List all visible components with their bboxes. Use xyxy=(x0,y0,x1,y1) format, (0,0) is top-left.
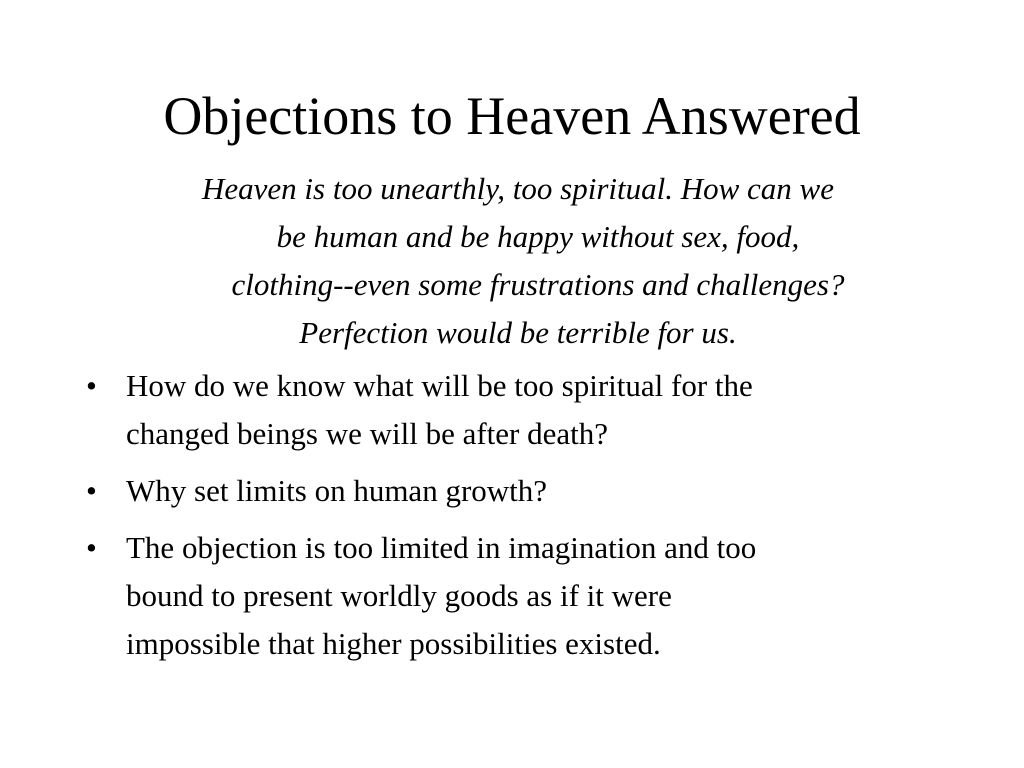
answer-line: The objection is too limited in imagination and too xyxy=(126,530,757,565)
list-item xyxy=(86,467,956,515)
bullet-icon: • xyxy=(86,530,97,565)
list-item xyxy=(86,362,956,458)
answer-line: changed beings we will be after death? xyxy=(126,416,609,451)
objection-line: be human and be happy without sex, food, xyxy=(276,219,800,254)
bullet-icon: • xyxy=(86,473,97,508)
answer-line: impossible that higher possibilities existed. xyxy=(126,626,661,661)
objection-line: clothing--even some frustrations and challenges? xyxy=(231,267,845,302)
objection-line: Perfection would be terrible for us. xyxy=(299,315,737,350)
answer-line: How do we know what will be too spiritual for the xyxy=(126,368,753,403)
answer-list xyxy=(86,362,956,677)
answer-line: bound to present worldly goods as if it were xyxy=(126,578,672,613)
list-item xyxy=(86,524,956,668)
objection-line: Heaven is too unearthly, too spiritual. How can we xyxy=(201,171,834,206)
slide-title: Objections to Heaven Answered xyxy=(163,86,861,146)
answer-line: Why set limits on human growth? xyxy=(126,473,548,508)
bullet-icon: • xyxy=(86,368,97,403)
objection-statement xyxy=(98,165,938,357)
